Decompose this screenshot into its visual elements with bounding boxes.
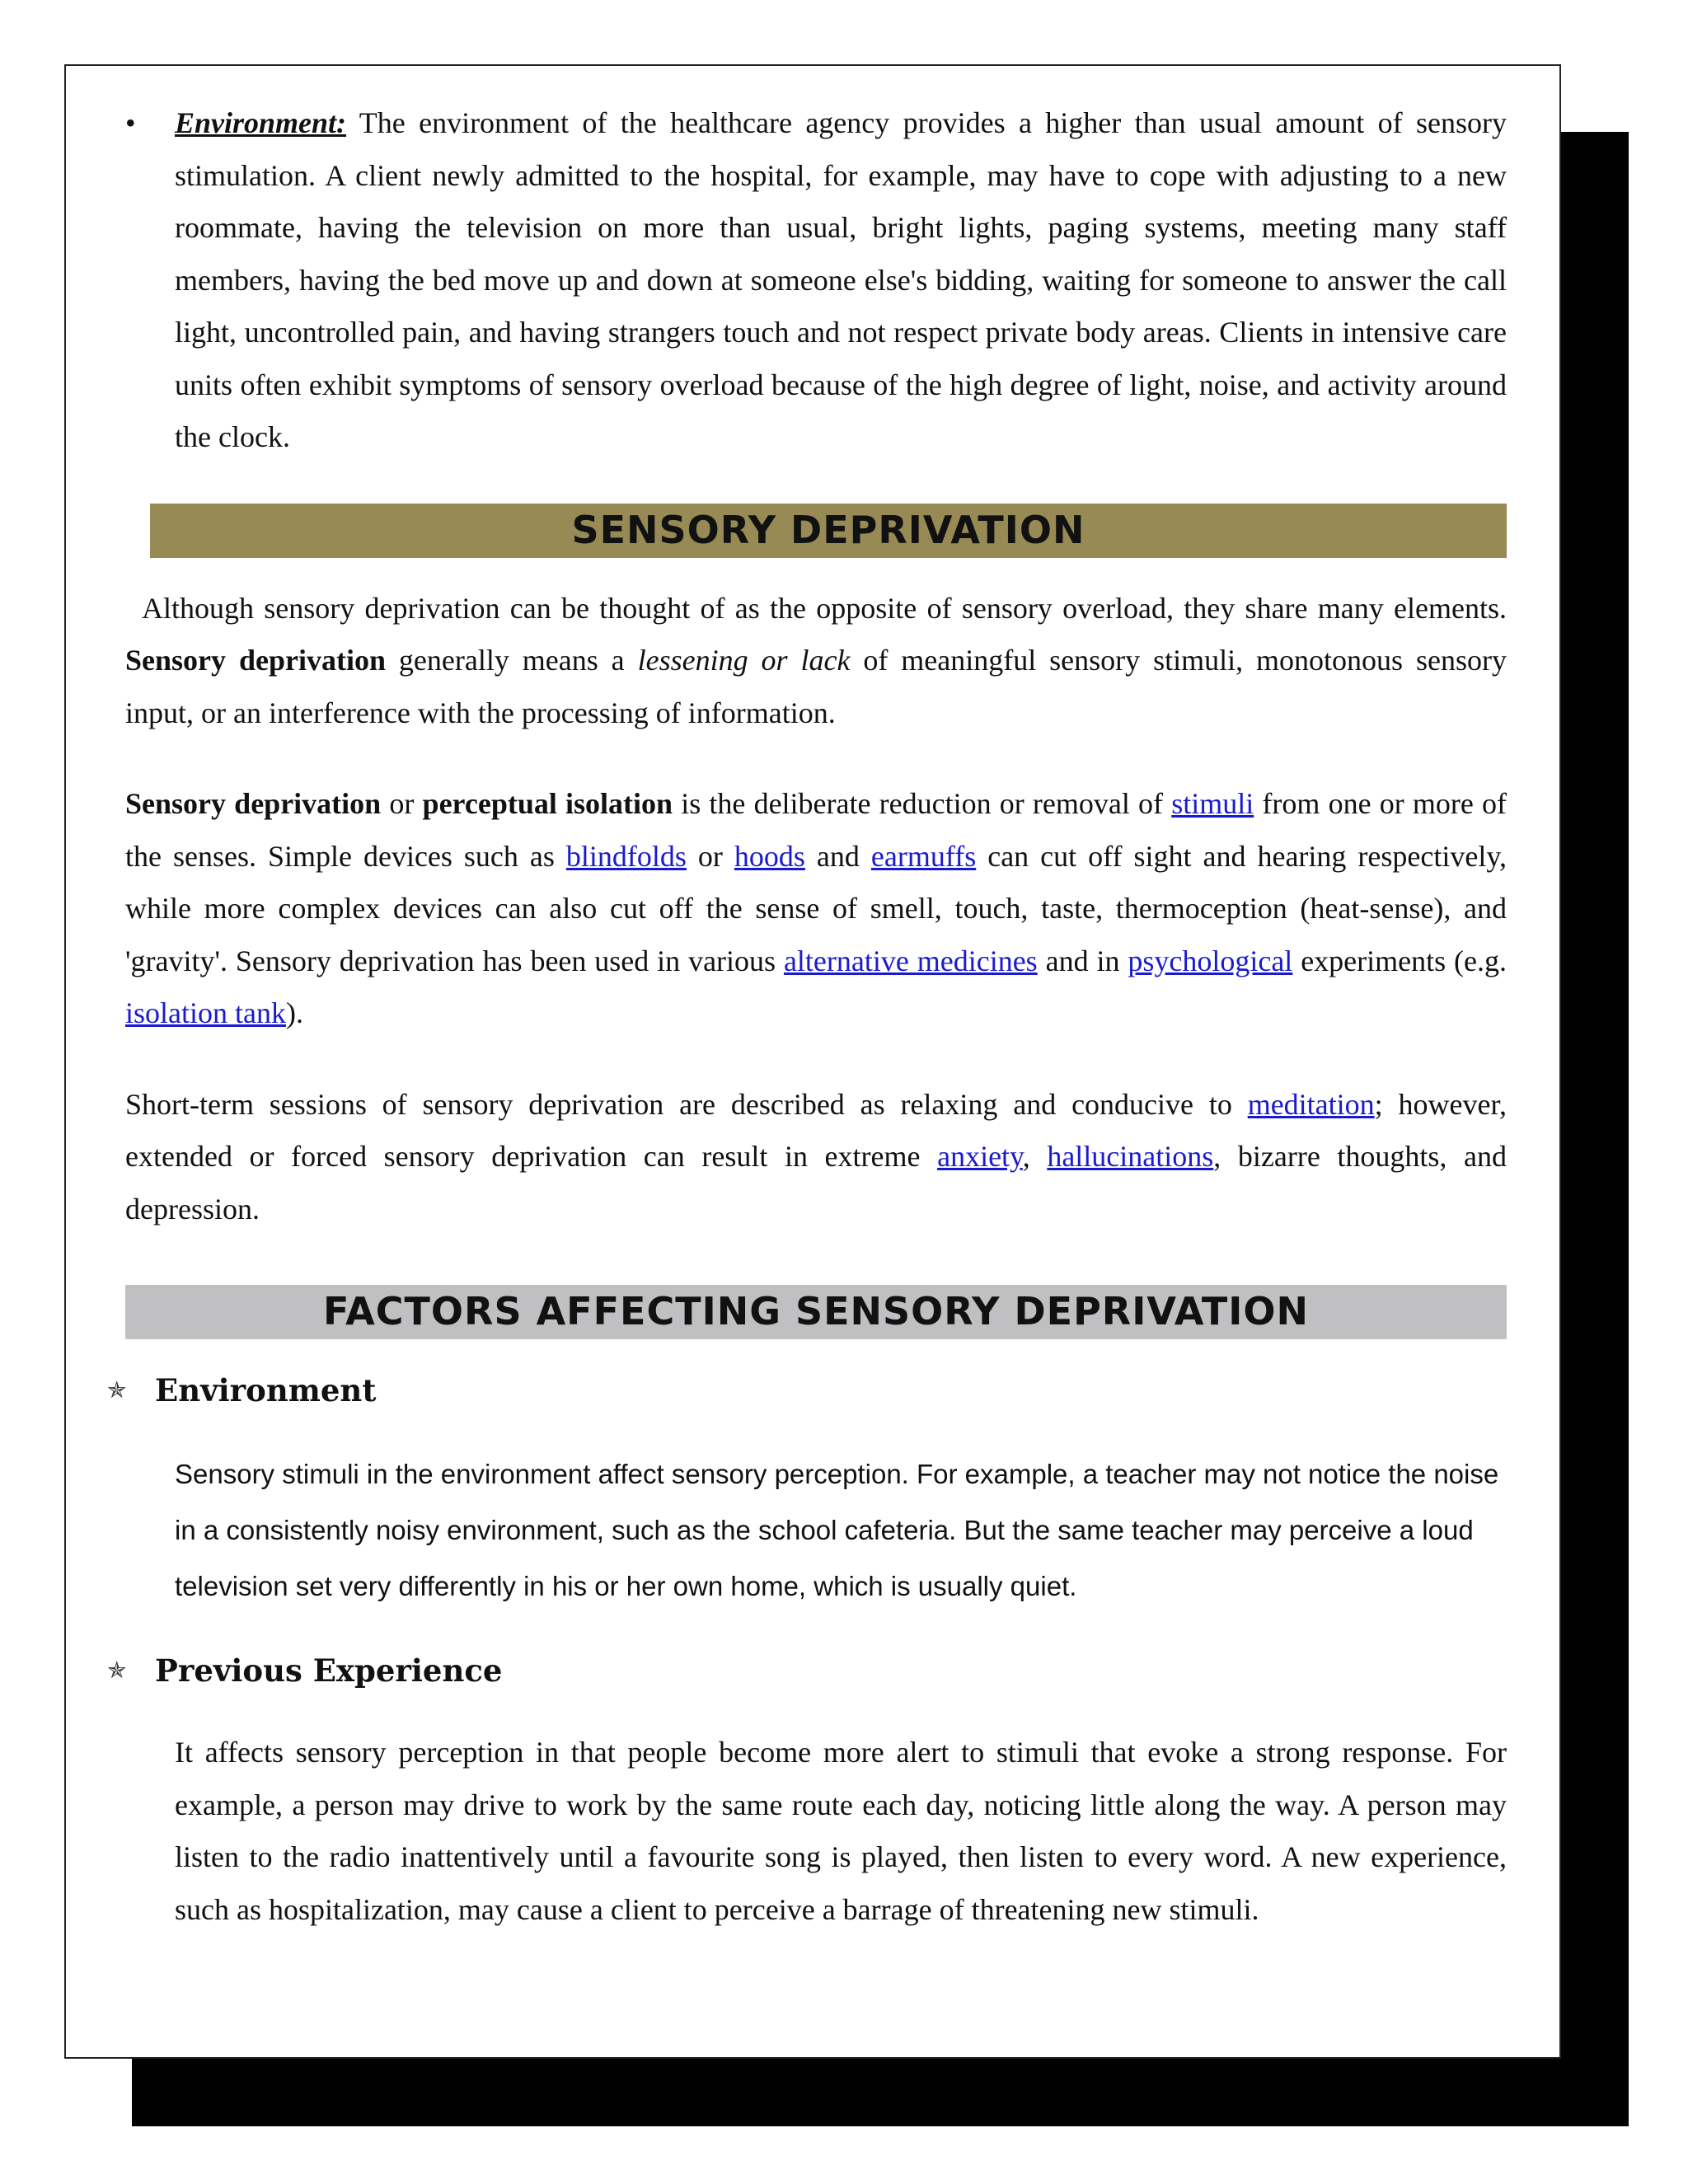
definition-paragraph [125,778,1507,1040]
environment-description: The environment of the healthcare agency provides a higher than usual amount of sensory stimulation. A client newly admitted to the hospital, for example, may have to cope with adjusting to a new roommate, having the television on more than usual, bright lights, paging systems, meeting many staff members, having the bed move up and down at someone else's bidding, waiting for someone to answer the call light, uncontrolled pain, and having strangers touch and not respect private body areas. Clients in intensive care units often exhibit symptoms of sensory overload because of the high degree of light, noise, and activity around the clock. [175,106,1507,453]
intro-text: of meaningful sensory stimuli, monotonous sensory input, or an interference with the processing of information. [125,644,1507,729]
link-anxiety[interactable]: anxiety [937,1140,1023,1173]
definition-text: and [804,839,871,873]
definition-text: experiments (e.g. [1292,944,1507,977]
effects-text: , [1022,1140,1048,1173]
definition-text: is the deliberate reduction or removal of [673,787,1172,820]
document-page [64,64,1561,2059]
definition-bold-term: Sensory deprivation [125,787,382,820]
page-content [107,97,1507,1936]
effects-text: , bizarre thoughts, and depression. [125,1140,1507,1226]
environment-bullet-text [175,97,1507,464]
factor-heading-previous-experience [107,1644,1507,1697]
paragraph-gap [125,1040,1507,1079]
definition-text: ). [285,996,303,1029]
link-hoods[interactable]: hoods [734,839,805,873]
factor-title: Previous Experience [155,1652,503,1689]
link-alternative-medicines[interactable]: alternative medicines [783,944,1038,977]
bullet-icon: • [125,106,136,139]
link-blindfolds[interactable]: blindfolds [565,839,687,873]
intro-text: Although sensory deprivation can be thought of as the opposite of sensory overload, they share many elements. [142,591,1507,625]
intro-italic-phrase: lessening or lack [637,644,851,677]
link-hallucinations[interactable]: hallucinations [1047,1140,1214,1173]
star-icon: ✯ [107,1657,127,1684]
definition-text: and in [1037,944,1128,977]
effects-paragraph [125,1079,1507,1236]
factor-title: Environment [155,1372,377,1408]
environment-bullet [125,97,1507,464]
star-icon: ✯ [107,1376,127,1404]
definition-text: or [686,839,734,873]
definition-bold-term: perceptual isolation [422,787,673,820]
link-stimuli[interactable]: stimuli [1171,787,1254,820]
factor-heading-environment [107,1364,1507,1417]
link-isolation-tank[interactable]: isolation tank [125,996,286,1029]
link-meditation[interactable]: meditation [1247,1087,1375,1121]
factor-environment-text: Sensory stimuli in the environment affect sensory perception. For example, a teacher may not notice the noise in a consistently noisy environment, such as the school cafeteria. But the same teacher may perceive a loud television set very differently in his or her own home, which is usually quiet. [175,1459,1499,1601]
paragraph-gap [125,739,1507,778]
link-psychological[interactable]: psychological [1128,944,1293,977]
environment-label: Environment: [175,106,347,139]
link-earmuffs[interactable]: earmuffs [870,839,977,873]
section-heading-sensory-deprivation: SENSORY DEPRIVATION [150,504,1507,558]
intro-paragraph [125,583,1507,740]
definition-text: can cut off sight and hearing respectively, while more complex devices can also cut off the sense of smell, touch, taste, thermoception (heat-sense), and 'gravity'. Sensory deprivation has been used in various [125,839,1507,977]
intro-bold-term: Sensory deprivation [125,644,386,677]
section-heading-factors: FACTORS AFFECTING SENSORY DEPRIVATION [125,1285,1507,1339]
definition-text: or [381,787,423,820]
effects-text: Short-term sessions of sensory deprivation are described as relaxing and conducive to [125,1087,1248,1121]
factor-previous-experience-text: It affects sensory perception in that people become more alert to stimuli that evoke a strong response. For example, a person may drive to work by the same route each day, noticing little along the way. A person may listen to the radio inattentively until a favourite song is played, then listen to every word. A new experience, such as hospitalization, may cause a client to perceive a barrage of threatening new stimuli. [175,1736,1507,1926]
effects-text: ; however, extended or forced sensory deprivation can result in extreme [125,1087,1507,1173]
intro-text: generally means a [385,644,638,677]
definition-text: from one or more of the senses. Simple devices such as [125,787,1507,873]
